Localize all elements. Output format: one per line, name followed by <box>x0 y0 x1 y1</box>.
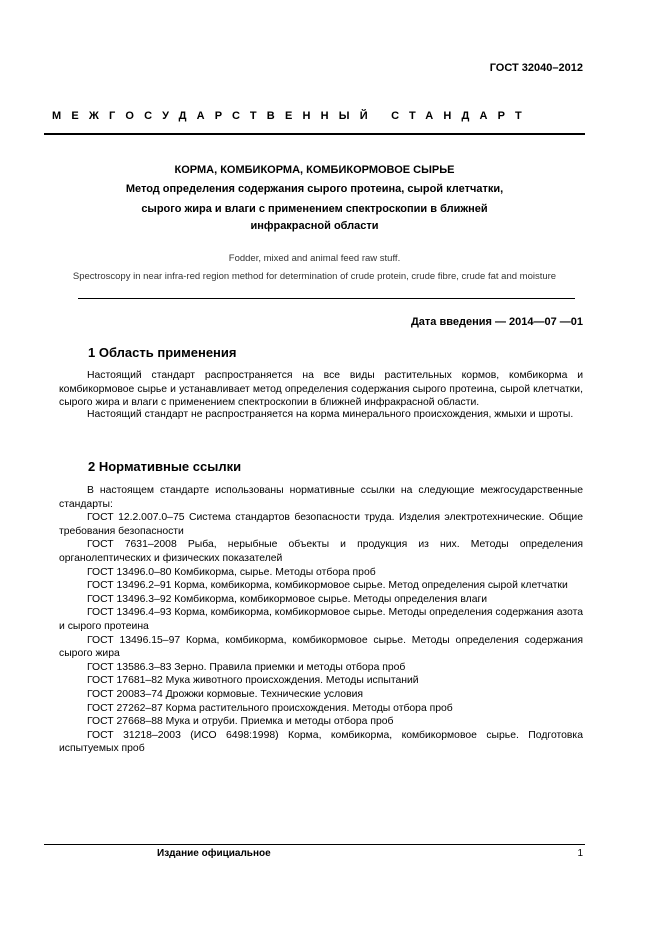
subtitle-line-2: сырого жира и влаги с применением спектроскопии в ближней <box>141 203 488 215</box>
section-1-paragraph: Настоящий стандарт распространяется на все виды растительных кормов, комбикорма и комбикормовое сырье и устанавливает метод определения содержания сырого протеина, сырой клетчатки, сырого жира и влаги с применением спектроскопии в ближней инфракрасной области. <box>59 370 583 409</box>
section-1-paragraph: Настоящий стандарт не распространяется на корма минерального происхождения, жмыхи и шроты. <box>87 409 574 420</box>
reference-item: ГОСТ 20083–74 Дрожжи кормовые. Технические условия <box>87 688 364 700</box>
reference-item: ГОСТ 13586.3–83 Зерно. Правила приемки и методы отбора проб <box>87 661 406 673</box>
title-divider <box>78 298 575 299</box>
document-title: КОРМА, КОМБИКОРМА, КОМБИКОРМОВОЕ СЫРЬЕ <box>174 164 455 176</box>
top-divider <box>44 133 585 135</box>
reference-item: ГОСТ 27262–87 Корма растительного происхождения. Методы отбора проб <box>87 702 453 714</box>
reference-item: ГОСТ 12.2.007.0–75 Система стандартов безопасности труда. Изделия электротехнические. Общие требования безопасности <box>59 512 583 537</box>
reference-item: ГОСТ 13496.2–91 Корма, комбикорма, комбикормовое сырье. Метод определения сырой клетчатки <box>87 580 568 592</box>
document-code: ГОСТ 32040–2012 <box>489 62 583 74</box>
interstate-standard-label: МЕЖГОСУДАРСТВЕННЫЙ СТАНДАРТ <box>52 110 532 122</box>
section-2-heading: 2 Нормативные ссылки <box>88 459 242 474</box>
reference-item: ГОСТ 13496.0–80 Комбикорма, сырье. Методы отбора проб <box>87 566 376 578</box>
reference-item: ГОСТ 13496.4–93 Корма, комбикорма, комбикормовое сырье. Методы определения содержания азота и сырого протеина <box>59 607 583 632</box>
section-1-heading: 1 Область применения <box>88 345 237 360</box>
reference-item: ГОСТ 13496.15–97 Корма, комбикорма, комбикормовое сырье. Методы определения содержания сырого жира <box>59 634 583 660</box>
official-edition-label: Издание официальное <box>157 848 271 859</box>
introduction-date: Дата введения — 2014—07 —01 <box>410 316 583 328</box>
reference-item: ГОСТ 7631–2008 Рыба, нерыбные объекты и продукция из них. Методы определения органолептических и физических показателей <box>59 539 583 564</box>
english-title-line-2: Spectroscopy in near infra-red region method for determination of crude protein, crude fibre, crude fat and moisture <box>72 271 557 282</box>
section-2-body <box>59 484 583 756</box>
subtitle-line-3: инфракрасной области <box>250 220 379 232</box>
reference-item: ГОСТ 13496.3–92 Комбикорма, комбикормовое сырье. Методы определения влаги <box>87 593 488 605</box>
section-2-intro: В настоящем стандарте использованы нормативные ссылки на следующие межгосударственные стандарты: <box>59 485 583 510</box>
english-title-line-1: Fodder, mixed and animal feed raw stuff. <box>228 253 401 264</box>
reference-item: ГОСТ 31218–2003 (ИСО 6498:1998) Корма, комбикорма, комбикормовое сырье. Подготовка испытуемых проб <box>59 729 583 755</box>
reference-item: ГОСТ 27668–88 Мука и отруби. Приемка и методы отбора проб <box>87 716 394 728</box>
subtitle-line-1: Метод определения содержания сырого протеина, сырой клетчатки, <box>125 183 504 195</box>
page-number: 1 <box>577 848 583 859</box>
reference-item: ГОСТ 17681–82 Мука животного происхождения. Методы испытаний <box>87 675 419 687</box>
footer-divider <box>44 844 585 845</box>
